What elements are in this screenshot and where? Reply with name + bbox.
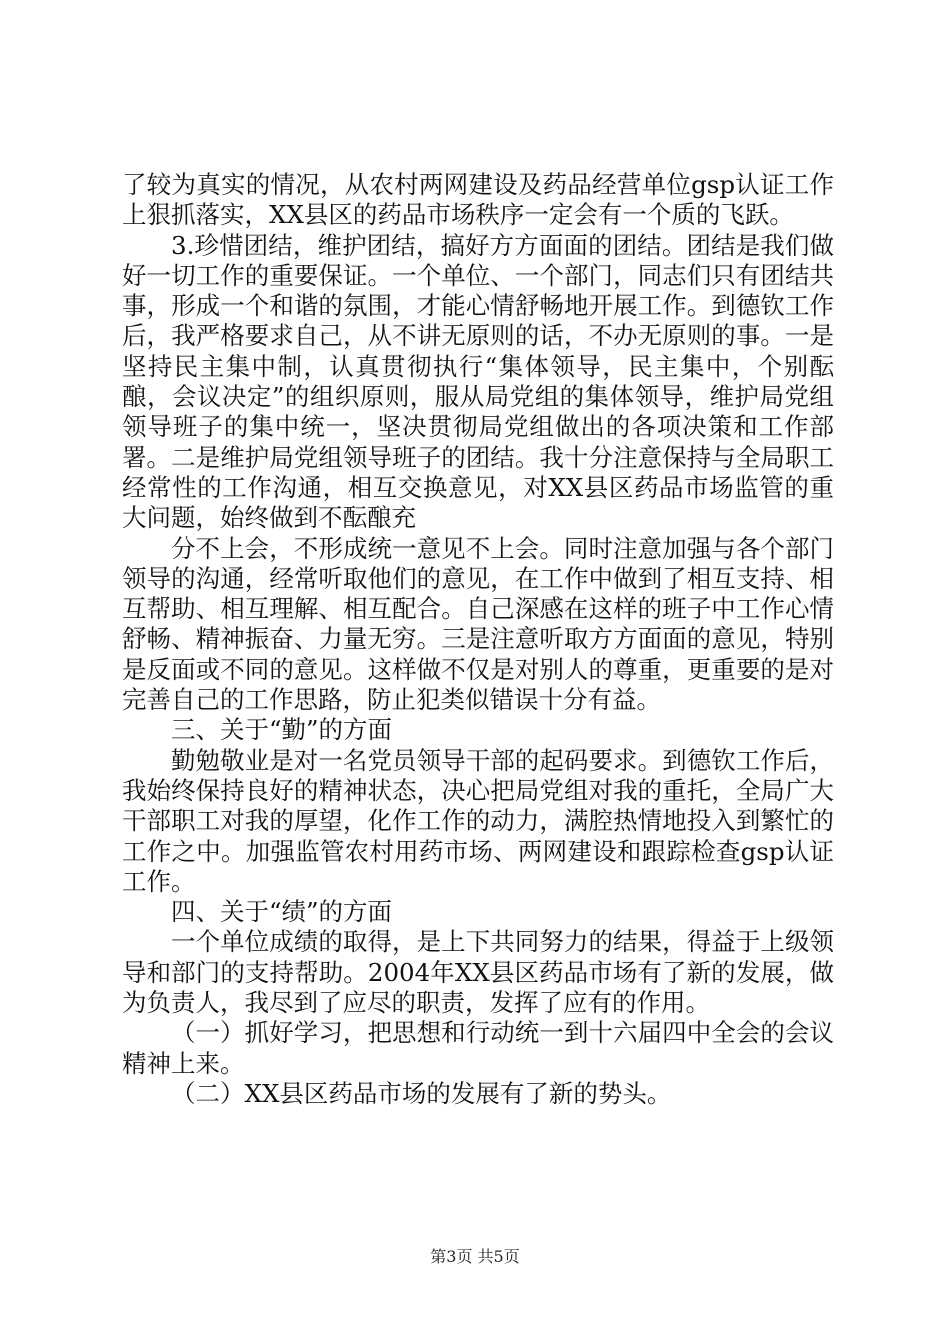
paragraph: （二）XX县区药品市场的发展有了新的势头。 — [171, 1078, 672, 1108]
paragraph: 3.珍惜团结，维护团结，搞好方方面面的团结。团结是我们做好一切工作的重要保证。一个单位、一个部门，同志们只有团结共事，形成一个和谐的氛围，才能心情舒畅地开展工作。到德钦工作后，我严格要求自己，从不讲无原则的话，不办无原则的事。一是坚持民主集中制，认真贯彻执行“集体领导，民主集中，个别酝酿，会议决定”的组织原则，服从局党组的集体领导，维护局党组领导班子的集中统一，坚决贯彻局党组做出的各项决策和工作部署。二是维护局党组领导班子的团结。我十分注意保持与全局职工经常性的工作沟通，相互交换意见，对XX县区药品市场监管的重大问题，始终做到不酝酿充 — [122, 230, 834, 533]
paragraph: 分不上会，不形成统一意见不上会。同时注意加强与各个部门领导的沟通，经常听取他们的意见，在工作中做到了相互支持、相互帮助、相互理解、相互配合。自己深感在这样的班子中工作心情舒畅、精神振奋、力量无穷。三是注意听取方方面面的意见，特别是反面或不同的意见。这样做不仅是对别人的尊重，更重要的是对完善自己的工作思路，防止犯类似错误十分有益。 — [122, 533, 834, 715]
paragraph: 了较为真实的情况，从农村两网建设及药品经营单位gsp认证工作上狠抓落实，XX县区的药品市场秩序一定会有一个质的飞跃。 — [122, 170, 834, 230]
page-number-footer: 第3页 共5页 — [430, 1247, 520, 1266]
paragraph: （一）抓好学习，把思想和行动统一到十六届四中全会的会议精神上来。 — [122, 1018, 834, 1078]
section-heading: 三、关于“勤”的方面 — [171, 715, 393, 745]
section-heading: 四、关于“绩”的方面 — [171, 897, 393, 927]
paragraph: 勤勉敬业是对一名党员领导干部的起码要求。到德钦工作后，我始终保持良好的精神状态，决心把局党组对我的重托，全局广大干部职工对我的厚望，化作工作的动力，满腔热情地投入到繁忙的工作之中。加强监管农村用药市场、两网建设和跟踪检查gsp认证工作。 — [122, 745, 834, 896]
document-body — [122, 170, 834, 1109]
paragraph: 一个单位成绩的取得，是上下共同努力的结果，得益于上级领导和部门的支持帮助。2004年XX县区药品市场有了新的发展，做为负责人，我尽到了应尽的职责，发挥了应有的作用。 — [122, 927, 834, 1018]
